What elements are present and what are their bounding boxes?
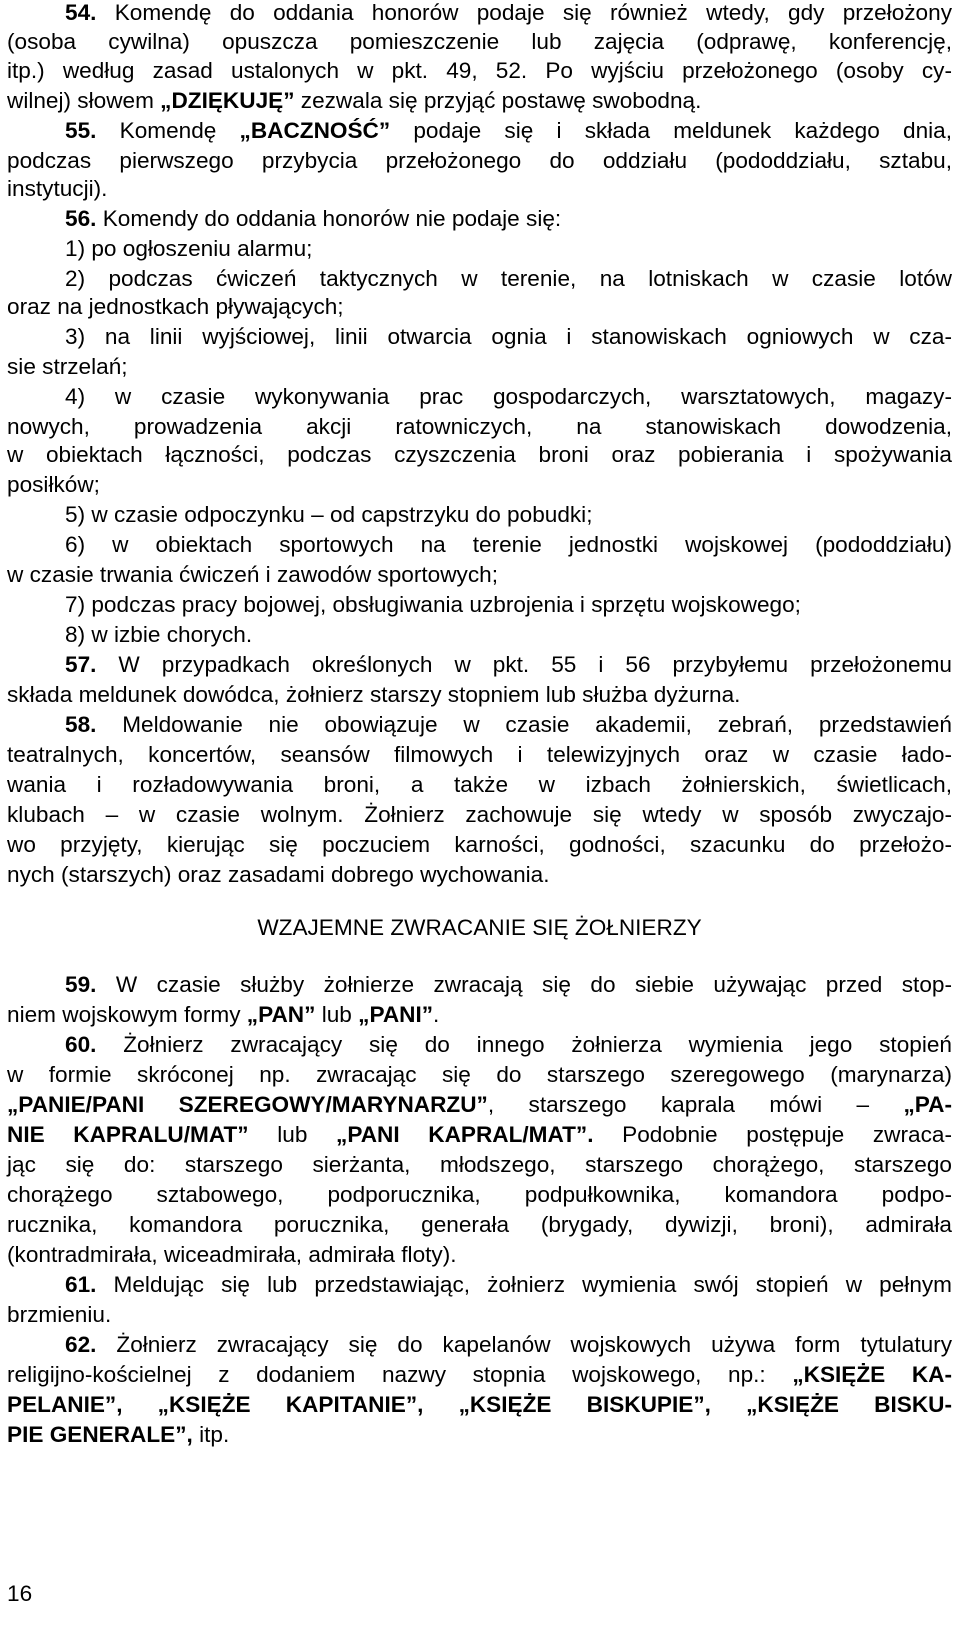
bold-text: 56. [65, 206, 97, 231]
bold-text: PIE GENERALE”, [7, 1422, 193, 1447]
bold-text: „BACZNOŚĆ” [239, 118, 391, 143]
text-line [7, 1090, 952, 1120]
text-span: religijno-kościelnej z dodaniem nazwy stopnia wojskowego, np.: [7, 1362, 793, 1387]
text-line [7, 650, 952, 680]
text-span: wo przyjęty, kierując się poczuciem karności, godności, szacunku do przełożo- [7, 832, 952, 857]
bold-text: 58. [65, 712, 97, 737]
text-line [7, 440, 952, 470]
text-span: nowych, prowadzenia akcji ratowniczych, na stanowiskach dowodzenia, [7, 414, 952, 439]
text-line [7, 382, 952, 412]
bold-text: „PANI KAPRAL/MAT”. [336, 1122, 594, 1147]
text-span: oraz na jednostkach pływających; [7, 294, 344, 319]
bold-text: 57. [65, 652, 97, 677]
text-line [7, 860, 952, 890]
text-span: zezwala się przyjąć postawę swobodną. [294, 88, 702, 113]
text-line [7, 86, 952, 116]
text-line [7, 116, 952, 146]
bold-text: „PANIE/PANI SZEREGOWY/MARYNARZU” [7, 1092, 488, 1117]
text-line [7, 470, 952, 500]
text-line [7, 322, 952, 352]
bold-text: PELANIE”, „KSIĘŻE KAPITANIE”, „KSIĘŻE BISKUPIE”, „KSIĘŻE BISKU- [7, 1392, 952, 1417]
page-number: 16 [7, 1581, 33, 1606]
text-span: podczas pierwszego przybycia przełożonego do oddziału (pododdziału, sztabu, [7, 148, 952, 173]
text-span: w formie skróconej np. zwracając się do starszego szeregowego (marynarza) [7, 1062, 952, 1087]
text-span: itp. [192, 1422, 230, 1447]
text-line [7, 830, 952, 860]
text-line [7, 234, 952, 264]
text-span: 3) na linii wyjściowej, linii otwarcia ognia i stanowiskach ogniowych w cza- [65, 324, 952, 349]
text-span: posiłków; [7, 472, 100, 497]
bold-text: 59. [65, 972, 97, 997]
text-line [7, 56, 952, 86]
text-line [7, 204, 952, 234]
text-line [7, 292, 952, 322]
text-line [7, 1270, 952, 1300]
bold-text: 55. [65, 118, 97, 143]
text-span: W przypadkach określonych w pkt. 55 i 56 przybyłemu przełożonemu [96, 652, 952, 677]
text-span: 8) w izbie chorych. [65, 622, 253, 647]
text-line [7, 800, 952, 830]
bold-text: 60. [65, 1032, 97, 1057]
text-span: . [433, 1002, 440, 1027]
text-span: itp.) według zasad ustalonych w pkt. 49, 52. Po wyjściu przełożonego (osoby cy- [7, 58, 952, 83]
text-line [7, 560, 952, 590]
text-span: klubach – w czasie wolnym. Żołnierz zachowuje się wtedy w sposób zwyczajo- [7, 802, 952, 827]
text-span: brzmieniu. [7, 1302, 112, 1327]
text-line [7, 1030, 952, 1060]
bold-text: 61. [65, 1272, 97, 1297]
text-line [7, 1390, 952, 1420]
text-line [7, 970, 952, 1000]
text-span: Meldowanie nie obowiązuje w czasie akademii, zebrań, przedstawień [96, 712, 952, 737]
bold-text: 62. [65, 1332, 97, 1357]
text-span: wilnej) słowem [7, 88, 161, 113]
text-span: 1) po ogłoszeniu alarmu; [65, 236, 313, 261]
text-line [7, 770, 952, 800]
text-line [7, 740, 952, 770]
text-span: Podobnie postępuje zwraca- [593, 1122, 952, 1147]
text-span: Meldując się lub przedstawiając, żołnierz wymienia swój stopień w pełnym [96, 1272, 952, 1297]
text-line [7, 146, 952, 176]
text-line [7, 352, 952, 382]
bold-text: 54. [65, 0, 97, 25]
text-span: 7) podczas pracy bojowej, obsługiwania uzbrojenia i sprzętu wojskowego; [65, 592, 801, 617]
text-span: W czasie służby żołnierze zwracają się do siebie używając przed stop- [96, 972, 952, 997]
bold-text: „PANI” [358, 1002, 434, 1027]
text-line [7, 500, 952, 530]
text-line [7, 1210, 952, 1240]
bold-text: „PA- [903, 1092, 952, 1117]
text-span: wania i rozładowywania broni, a także w izbach żołnierskich, świetlicach, [7, 772, 952, 797]
text-span: , starszego kaprala mówi – [487, 1092, 904, 1117]
text-span: składa meldunek dowódca, żołnierz starszy stopniem lub służba dyżurna. [7, 682, 741, 707]
bold-text: „PAN” [246, 1002, 316, 1027]
text-span: 5) w czasie odpoczynku – od capstrzyku do pobudki; [65, 502, 593, 527]
text-span: teatralnych, koncertów, seansów filmowych i telewizyjnych oraz w czasie łado- [7, 742, 952, 767]
text-span: Komendy do oddania honorów nie podaje się: [96, 206, 562, 231]
text-line [7, 1060, 952, 1090]
text-span: (osoba cywilna) opuszcza pomieszczenie lub zajęcia (odprawę, konferencję, [7, 29, 952, 54]
text-line [7, 1180, 952, 1210]
text-line [7, 1000, 952, 1030]
text-line [7, 412, 952, 442]
bold-text: „DZIĘKUJĘ” [160, 88, 295, 113]
text-line [7, 1330, 952, 1360]
text-span: nych (starszych) oraz zasadami dobrego wychowania. [7, 862, 550, 887]
text-line [7, 27, 952, 57]
bold-text: „KSIĘŻE KA- [792, 1362, 952, 1387]
bold-text: NIE KAPRALU/MAT” [7, 1122, 249, 1147]
text-line [7, 590, 952, 620]
text-span: (kontradmirała, wiceadmirała, admirała floty). [7, 1242, 457, 1267]
text-line [7, 264, 952, 294]
text-line [7, 530, 952, 560]
text-span: podaje się i składa meldunek każdego dnia, [390, 118, 952, 143]
text-line [7, 680, 952, 710]
text-span: lub [315, 1002, 359, 1027]
section-heading: WZAJEMNE ZWRACANIE SIĘ ŻOŁNIERZY [257, 915, 702, 940]
text-line [7, 1300, 952, 1330]
text-span: Komendę [96, 118, 240, 143]
text-line [7, 174, 952, 204]
text-line [7, 620, 952, 650]
text-span: w czasie trwania ćwiczeń i zawodów sportowych; [7, 562, 498, 587]
text-span: niem wojskowym formy [7, 1002, 247, 1027]
text-span: chorążego sztabowego, podporucznika, podpułkownika, komandora podpo- [7, 1182, 952, 1207]
text-span: instytucji). [7, 176, 108, 201]
text-line [7, 1240, 952, 1270]
text-span: Żołnierz zwracający się do kapelanów wojskowych używa form tytulatury [96, 1332, 952, 1357]
text-span: sie strzelań; [7, 354, 128, 379]
text-line [7, 1420, 952, 1450]
text-line [7, 710, 952, 740]
text-span: 6) w obiektach sportowych na terenie jednostki wojskowej (pododdziału) [65, 532, 952, 557]
text-span: 2) podczas ćwiczeń taktycznych w terenie, na lotniskach w czasie lotów [65, 266, 952, 291]
text-span: 4) w czasie wykonywania prac gospodarczych, warsztatowych, magazy- [65, 384, 952, 409]
text-line [7, 0, 952, 28]
text-line [7, 1150, 952, 1180]
text-line [7, 1360, 952, 1390]
text-span: Komendę do oddania honorów podaje się również wtedy, gdy przełożony [96, 0, 952, 25]
text-span: w obiektach łączności, podczas czyszczenia broni oraz pobierania i spożywania [7, 442, 952, 467]
text-span: lub [248, 1122, 337, 1147]
text-span: jąc się do: starszego sierżanta, młodszego, starszego chorążego, starszego [7, 1152, 952, 1177]
text-span: rucznika, komandora porucznika, generała (brygady, dywizji, broni), admirała [7, 1212, 952, 1237]
text-span: Żołnierz zwracający się do innego żołnierza wymienia jego stopień [96, 1032, 952, 1057]
text-line [7, 1120, 952, 1150]
